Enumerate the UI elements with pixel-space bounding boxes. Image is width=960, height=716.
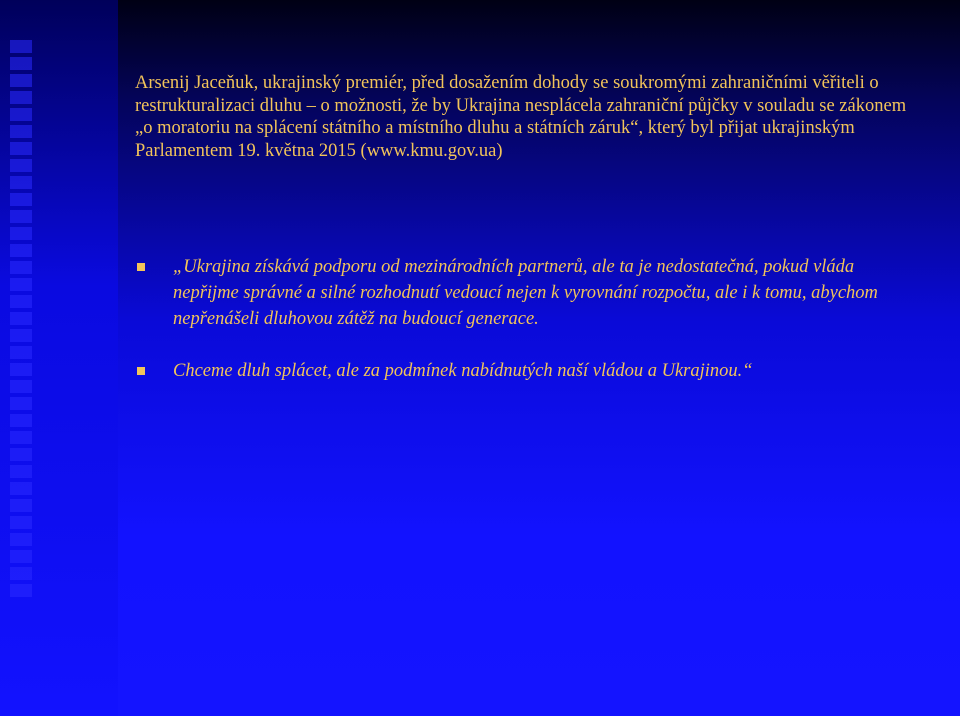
decorative-square [10, 567, 32, 580]
square-bullet-icon [137, 367, 145, 375]
decorative-square [10, 244, 32, 257]
decorative-square [10, 499, 32, 512]
decorative-square [10, 312, 32, 325]
decorative-square [10, 448, 32, 461]
decorative-square [10, 363, 32, 376]
decorative-square [10, 125, 32, 138]
square-bullet-icon [137, 263, 145, 271]
decorative-square [10, 176, 32, 189]
decorative-square [10, 227, 32, 240]
decorative-square [10, 414, 32, 427]
quote-text: „Ukrajina získává podporu od mezinárodních partnerů, ale ta je nedostatečná, pokud vláda nepřijme správné a silné rozhodnutí vedoucí nejen k vyrovnání rozpočtu, ale i k tomu, abychom nepřenášeli dluhovou zátěž na budoucí generace. [173, 257, 878, 329]
decorative-square [10, 210, 32, 223]
quote-list [135, 254, 915, 384]
decorative-square [10, 108, 32, 121]
slide-content [135, 72, 915, 381]
decorative-square [10, 550, 32, 563]
quote-item [135, 358, 915, 384]
decorative-square [10, 533, 32, 546]
decorative-square [10, 159, 32, 172]
decorative-square [10, 482, 32, 495]
decorative-square [10, 278, 32, 291]
decorative-square [10, 142, 32, 155]
decorative-square [10, 397, 32, 410]
decorative-square [10, 584, 32, 597]
decorative-square [10, 516, 32, 529]
decorative-square [10, 465, 32, 478]
decorative-square [10, 40, 32, 53]
decorative-square [10, 57, 32, 70]
decorative-square [10, 380, 32, 393]
decorative-square [10, 346, 32, 359]
intro-paragraph: Arsenij Jaceňuk, ukrajinský premiér, před dosažením dohody se soukromými zahraničními věřiteli o restrukturalizaci dluhu – o možnosti, že by Ukrajina nesplácela zahraniční půjčky v souladu se zákonem „o moratoriu na splácení státního a místního dluhu a státních záruk“, který byl přijat ukrajinským Parlamentem 19. května 2015 (www.kmu.gov.ua) [135, 73, 907, 161]
decorative-square [10, 295, 32, 308]
decorative-square [10, 74, 32, 87]
decorative-square [10, 431, 32, 444]
left-decorative-band [0, 0, 118, 716]
decorative-square [10, 91, 32, 104]
decorative-square [10, 261, 32, 274]
decorative-squares [10, 40, 34, 601]
decorative-square [10, 193, 32, 206]
decorative-square [10, 329, 32, 342]
quote-text: Chceme dluh splácet, ale za podmínek nabídnutých naší vládou a Ukrajinou.“ [173, 361, 753, 381]
quote-item [135, 254, 915, 332]
